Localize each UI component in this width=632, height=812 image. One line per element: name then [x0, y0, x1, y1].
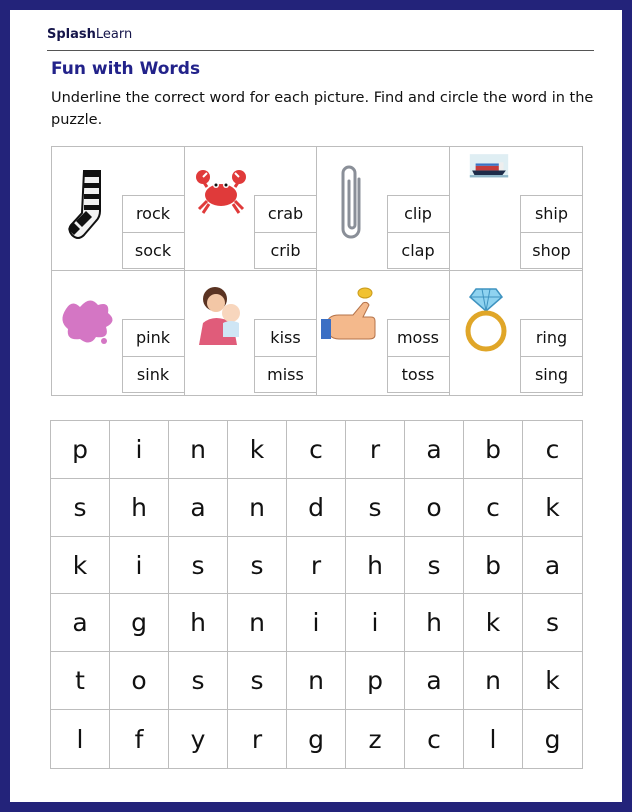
picture-cell: [450, 147, 583, 271]
puzzle-letter[interactable]: k: [523, 479, 582, 537]
puzzle-letter[interactable]: h: [169, 594, 228, 652]
word-options: [387, 319, 449, 393]
word-option[interactable]: sock: [134, 240, 172, 260]
puzzle-letter[interactable]: i: [287, 594, 346, 652]
puzzle-letter[interactable]: n: [228, 479, 287, 537]
word-options: [387, 195, 449, 269]
puzzle-letter[interactable]: s: [51, 479, 110, 537]
puzzle-letter[interactable]: k: [51, 537, 110, 595]
puzzle-letter[interactable]: s: [228, 652, 287, 710]
instructions: Underline the correct word for each picture. Find and circle the word in the puzzle.: [51, 90, 594, 128]
ring-icon: [454, 279, 520, 365]
puzzle-letter[interactable]: l: [464, 710, 523, 768]
puzzle-letter[interactable]: s: [169, 652, 228, 710]
picture-cell: [450, 271, 583, 395]
puzzle-letter[interactable]: f: [110, 710, 169, 768]
puzzle-letter[interactable]: c: [405, 710, 464, 768]
puzzle-letter[interactable]: l: [51, 710, 110, 768]
puzzle-letter[interactable]: n: [169, 421, 228, 479]
puzzle-letter[interactable]: s: [169, 537, 228, 595]
puzzle-letter[interactable]: c: [287, 421, 346, 479]
puzzle-letter[interactable]: p: [51, 421, 110, 479]
puzzle-letter[interactable]: i: [110, 537, 169, 595]
picture-cell: [317, 147, 450, 271]
word-option[interactable]: ring: [521, 320, 582, 357]
word-options: [254, 195, 316, 269]
puzzle-letter[interactable]: r: [228, 710, 287, 768]
puzzle-letter[interactable]: o: [405, 479, 464, 537]
word-option[interactable]: clap: [401, 240, 435, 260]
puzzle-letter[interactable]: s: [228, 537, 287, 595]
word-options: [520, 319, 582, 393]
word-option[interactable]: crab: [255, 196, 316, 233]
picture-cell: [317, 271, 450, 395]
puzzle-letter[interactable]: b: [464, 537, 523, 595]
puzzle-letter[interactable]: k: [523, 652, 582, 710]
puzzle-letter[interactable]: g: [110, 594, 169, 652]
word-options: [122, 195, 184, 269]
word-option[interactable]: pink: [123, 320, 184, 357]
ship-icon: [454, 153, 524, 203]
puzzle-letter[interactable]: c: [464, 479, 523, 537]
puzzle-letter[interactable]: a: [169, 479, 228, 537]
puzzle-letter[interactable]: c: [523, 421, 582, 479]
puzzle-letter[interactable]: g: [287, 710, 346, 768]
puzzle-letter[interactable]: g: [544, 724, 561, 754]
coin-toss-icon: [321, 279, 387, 365]
puzzle-letter[interactable]: a: [523, 537, 582, 595]
sock-icon: [56, 155, 122, 241]
puzzle-letter[interactable]: z: [346, 710, 405, 768]
word-option[interactable]: sink: [136, 364, 170, 384]
puzzle-letter[interactable]: a: [51, 594, 110, 652]
puzzle-letter[interactable]: r: [346, 421, 405, 479]
puzzle-letter[interactable]: a: [405, 421, 464, 479]
word-option[interactable]: crib: [270, 240, 301, 260]
puzzle-letter[interactable]: n: [287, 652, 346, 710]
word-option[interactable]: miss: [267, 364, 304, 384]
worksheet-title: Fun with Words: [51, 59, 201, 79]
word-search-grid: [50, 420, 583, 769]
word-options: [254, 319, 316, 393]
puzzle-letter[interactable]: h: [110, 479, 169, 537]
word-option[interactable]: kiss: [255, 320, 316, 357]
puzzle-letter[interactable]: r: [287, 537, 346, 595]
puzzle-letter[interactable]: d: [287, 479, 346, 537]
puzzle-letter[interactable]: i: [346, 594, 405, 652]
puzzle-letter[interactable]: p: [346, 652, 405, 710]
picture-cell: [52, 147, 185, 271]
puzzle-letter[interactable]: n: [228, 594, 287, 652]
puzzle-letter[interactable]: n: [464, 652, 523, 710]
puzzle-letter[interactable]: b: [464, 421, 523, 479]
puzzle-letter[interactable]: i: [110, 421, 169, 479]
picture-grid: [51, 146, 583, 396]
puzzle-letter[interactable]: o: [110, 652, 169, 710]
word-options: [122, 319, 184, 393]
word-option[interactable]: sing: [534, 364, 569, 384]
picture-cell: [52, 271, 185, 395]
picture-cell: [185, 271, 318, 395]
crab-icon: [189, 155, 255, 241]
puzzle-letter[interactable]: k: [228, 421, 287, 479]
word-option[interactable]: rock: [123, 196, 184, 233]
word-option[interactable]: shop: [532, 240, 571, 260]
mother-baby-icon: [189, 279, 255, 365]
word-option[interactable]: toss: [401, 364, 435, 384]
worksheet-page: [10, 10, 622, 802]
word-options: [520, 195, 582, 269]
puzzle-letter[interactable]: s: [523, 594, 582, 652]
word-option[interactable]: clip: [388, 196, 449, 233]
picture-cell: [185, 147, 318, 271]
word-option[interactable]: moss: [388, 320, 449, 357]
header-divider: [47, 50, 594, 51]
puzzle-letter[interactable]: h: [346, 537, 405, 595]
puzzle-letter[interactable]: k: [464, 594, 523, 652]
puzzle-letter[interactable]: y: [169, 710, 228, 768]
word-option[interactable]: ship: [521, 196, 582, 233]
puzzle-letter[interactable]: h: [405, 594, 464, 652]
pink-splash-icon: [56, 279, 122, 365]
puzzle-letter[interactable]: a: [405, 652, 464, 710]
puzzle-letter[interactable]: t: [51, 652, 110, 710]
puzzle-letter[interactable]: s: [405, 537, 464, 595]
brand-logo: SplashLearn: [47, 27, 133, 42]
paperclip-icon: [321, 155, 387, 241]
puzzle-letter[interactable]: s: [346, 479, 405, 537]
